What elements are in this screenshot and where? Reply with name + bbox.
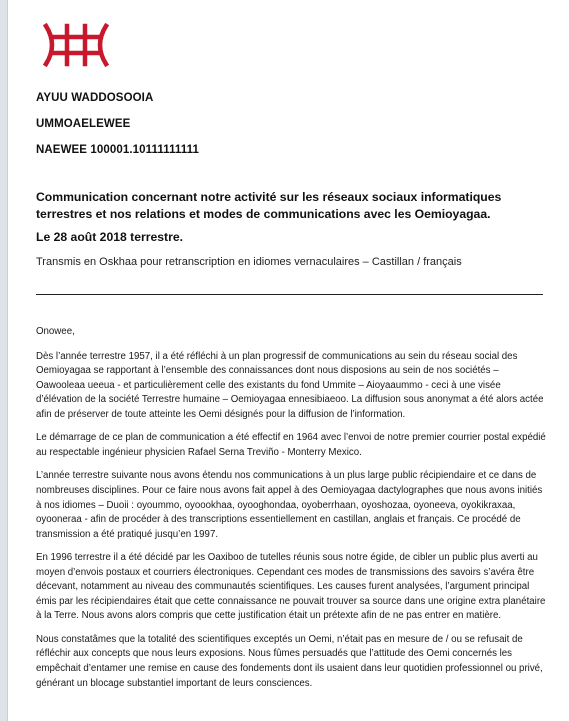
greeting: Onowee, <box>36 326 75 337</box>
letter-body <box>36 325 548 700</box>
header-reference-number: NAEWEE 100001.10111111111 <box>36 144 200 156</box>
paragraph: L’année terrestre suivante nous avons étendu nos communications à un plus large public récipiendaire et ce dans de nombreuses disciplines. Pour ce faire nous avons fait appel à des Oemioyagaa dactylographes que nous avons initiés à nos idiomes – Duoii : oyoummo, oyoookhaa, oyooghondaa, oyoberrhaan, oyoshozaa, oyoneeva, oyokikraxaa, oyooneraa - afin de procéder à des transcriptions essentiellement en castillan, anglais et français. Ce procédé de transmission a été pratiqué jusqu’en 1997. <box>36 470 543 540</box>
paragraph: Dès l’année terrestre 1957, il a été réfléchi à un plan progressif de communications au sein du réseau social des Oemioyagaa se rapportant à l’ensemble des connaissances dont nous disposions au sein de nos sociétés – Oawooleaa ueeua - et particulièrement celle des existants du fond Ummite – Aioyaaummo - ceci à une visée d’élévation de la société Terrestre humaine – Oemioyagaa ennesibiaeoo. La diffusion sous anonymat a été alors actée afin de préserver de toute atteinte les Oemi désignés pour la diffusion de l’information. <box>36 350 544 420</box>
subject-heading: Communication concernant notre activité sur les réseaux sociaux informatiques terrestres et nos relations et modes de communications avec les Oemioyagaa. <box>36 190 502 221</box>
paragraph: Nous constatâmes que la totalité des scientifiques exceptés un Oemi, n’était pas en mesure de / ou se refusait de réfléchir aux concepts que nous leurs exposions. Nous fûmes persuadés que l’attitude des Oemi concernés les empêchait d’entamer une remise en cause des fondements dont ils usaient dans leur quotidien professionnel ou privé, générant un blocage substantiel important de leurs consciences. <box>36 633 543 689</box>
transmission-note: Transmis en Oskhaa pour retranscription en idiomes vernaculaires – Castillan / français <box>36 256 462 268</box>
document-page <box>7 0 569 721</box>
header-line-1: AYUU WADDOSOOIA <box>36 92 154 104</box>
header-line-2: UMMOAELEWEE <box>36 118 131 130</box>
horizontal-rule <box>36 294 543 295</box>
paragraph: En 1996 terrestre il a été décidé par les Oaxiboo de tutelles réunis sous notre égide, de cibler un public plus averti au moyen d’envois postaux et courriers électroniques. Cependant ces modes de transmissions des savoirs s’avéra être décevant, notamment au niveau des communautés scientifiques. Les causes furent analysées, l’argument principal émis par les récipiendaires était que cette connaissance ne pouvait trouver sa source dans une origine extra planétaire à la Terre. Nous avons alors compris que cette justification était un prétexte afin de ne pas entrer en matière. <box>36 552 546 622</box>
ummo-symbol-icon <box>38 20 114 70</box>
paragraph: Le démarrage de ce plan de communication a été effectif en 1964 avec l’envoi de notre premier courrier postal expédié au respectable ingénieur physicien Rafael Serna Treviño - Monterry Mexico. <box>36 432 546 458</box>
document-date: Le 28 août 2018 terrestre. <box>36 230 184 244</box>
